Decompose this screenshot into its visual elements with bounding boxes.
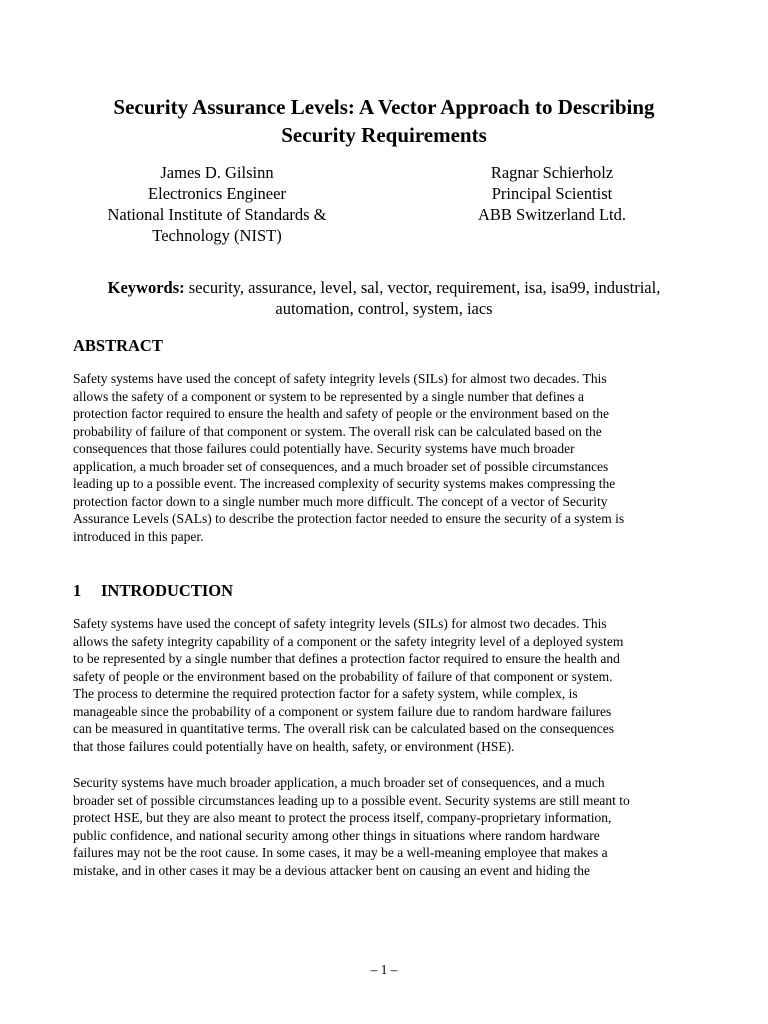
- keywords-line: [60, 277, 708, 298]
- author-affiliation: National Institute of Standards &: [107, 205, 327, 224]
- text-line: safety of people or the environment based on the probability of failure of that component or system.: [73, 668, 613, 684]
- text-line: probability of failure of that component or system. The overall risk can be calculated based on the: [73, 423, 602, 439]
- title-line: Security Requirements: [281, 123, 487, 147]
- paper-title: [60, 93, 708, 149]
- keywords: [60, 277, 708, 319]
- text-line: public confidence, and national security among other things in situations where random hardware: [73, 827, 600, 843]
- text-line: allows the safety of a component or system to be represented by a single number that defines a: [73, 388, 584, 404]
- text-line: Assurance Levels (SALs) to describe the protection factor needed to ensure the security of a system is: [73, 511, 625, 526]
- text-line: The process to determine the required protection factor for a safety system, while complex, is: [73, 686, 578, 701]
- author-affiliation: Technology (NIST): [152, 226, 282, 245]
- text-line: mistake, and in other cases it may be a devious attacker bent on causing an event and hiding the: [73, 862, 590, 878]
- text-line: failures may not be the root cause. In some cases, it may be a well-meaning employee that makes a: [73, 845, 608, 860]
- keywords-line: automation, control, system, iacs: [275, 299, 493, 318]
- author-role: Principal Scientist: [491, 184, 613, 203]
- introduction-heading: [73, 580, 233, 601]
- text-line: manageable since the probability of a component or system failure due to random hardware failures: [73, 703, 612, 719]
- text-line: can be measured in quantitative terms. The overall risk can be calculated based on the consequences: [73, 721, 615, 736]
- text-line: introduced in this paper.: [73, 528, 204, 544]
- author-block-schierholz: [452, 162, 652, 225]
- text-line: protect HSE, but they are also meant to protect the process itself, company-proprietary information,: [73, 810, 612, 825]
- text-line: that those failures could potentially have on health, safety, or environment (HSE).: [73, 738, 515, 754]
- text-line: leading up to a possible event. The increased complexity of security systems makes compressing the: [73, 476, 616, 491]
- author-name: James D. Gilsinn: [160, 163, 274, 182]
- page-number: – 1 –: [370, 962, 398, 977]
- text-line: protection factor down to a single number much more difficult. The concept of a vector of Security: [73, 493, 608, 509]
- abstract-paragraph: [73, 370, 703, 545]
- author-affiliation: ABB Switzerland Ltd.: [477, 205, 627, 224]
- text-line: application, a much broader set of consequences, and a much broader set of possible circumstances: [73, 458, 609, 474]
- abstract-heading: ABSTRACT: [73, 336, 163, 355]
- introduction-paragraph-1: [73, 615, 703, 755]
- text-line: consequences that those failures could potentially have. Security systems have much broader: [73, 441, 575, 456]
- title-line: Security Assurance Levels: A Vector Approach to Describing: [113, 95, 655, 119]
- section-title: INTRODUCTION: [101, 581, 234, 600]
- author-block-gilsinn: [82, 162, 352, 246]
- section-number: 1: [73, 581, 82, 600]
- text-line: to be represented by a single number that defines a protection factor required to ensure the health and: [73, 651, 620, 666]
- text-line: allows the safety integrity capability of a component or the safety integrity level of a deployed system: [73, 633, 624, 649]
- author-name: Ragnar Schierholz: [490, 163, 614, 182]
- text-line: Security systems have much broader application, a much broader set of consequences, and a much: [73, 775, 605, 790]
- text-line: Safety systems have used the concept of safety integrity levels (SILs) for almost two decades. This: [73, 616, 607, 631]
- text-line: broader set of possible circumstances leading up to a possible event. Security systems are still meant to: [73, 792, 630, 808]
- text-line: Safety systems have used the concept of safety integrity levels (SILs) for almost two decades. This: [73, 371, 607, 386]
- text-line: protection factor required to ensure the health and safety of people or the environment based on the: [73, 406, 610, 421]
- introduction-paragraph-2: [73, 774, 703, 879]
- keywords-label: Keywords:: [107, 278, 185, 297]
- author-role: Electronics Engineer: [148, 184, 286, 203]
- keywords-text: security, assurance, level, sal, vector, requirement, isa, isa99, industrial,: [188, 278, 661, 297]
